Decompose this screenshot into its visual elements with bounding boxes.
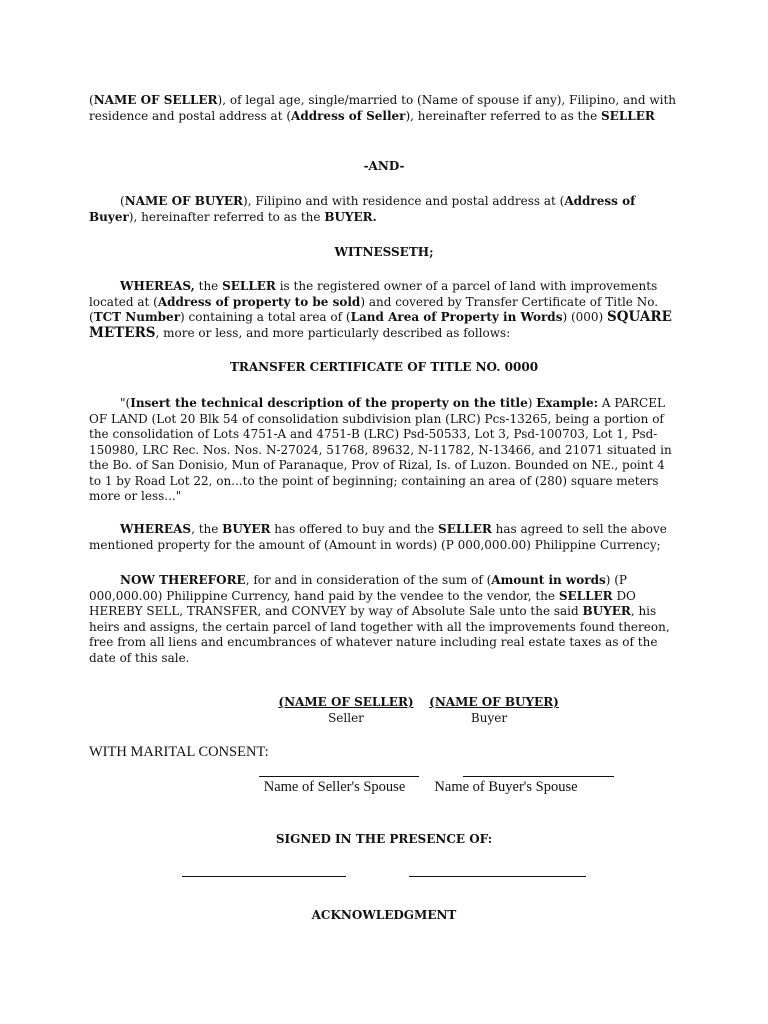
tct-heading-text: TRANSFER CERTIFICATE OF TITLE NO. 0000 — [229, 360, 539, 374]
whereas-offer-paragraph — [89, 522, 679, 553]
seller-spouse-signature-line — [259, 776, 419, 777]
technical-description — [89, 396, 679, 505]
seller-name-placeholder: NAME OF SELLER — [93, 93, 218, 107]
buyer-name-underlined: (NAME OF BUYER) — [429, 695, 559, 709]
whereas1-text-2: ) and covered by Transfer Certificate of Title No. ( — [89, 294, 659, 324]
square-meters-label: SQUARE METERS — [89, 309, 672, 341]
amount-words-placeholder: Amount in words — [491, 573, 606, 587]
whereas1-text-4: ) (000) — [562, 310, 608, 324]
now-therefore-text-2: DO HEREBY SELL, TRANSFER, and CONVEY by way of Absolute Sale unto the said — [89, 588, 636, 618]
whereas-word: WHEREAS, — [120, 279, 195, 293]
buyer-open-paren: ( — [120, 194, 125, 208]
seller-open-paren: ( — [89, 93, 94, 107]
seller-label: SELLER — [222, 279, 276, 293]
now-therefore-text-0: , for and in consideration of the sum of ( — [245, 573, 492, 587]
buyer-spouse-signature-line — [463, 776, 614, 777]
buyer-address-placeholder: Address of Buyer — [89, 194, 636, 224]
seller-name-underlined: (NAME OF SELLER) — [278, 695, 414, 709]
seller-role-text: Seller — [328, 711, 364, 725]
whereas1-text-5: , more or less, and more particularly described as follows: — [155, 325, 511, 340]
whereas-ownership-paragraph — [89, 279, 679, 341]
witness-2-signature-line — [409, 876, 586, 877]
whereas2-text-0: , the — [191, 522, 223, 536]
seller-text-1: ), of legal age, single/married to (Name of spouse if any), Filipino, and with residence and postal address at ( — [89, 93, 677, 123]
tct-heading — [89, 360, 679, 376]
buyer-role — [421, 711, 557, 727]
description-text: A PARCEL OF LAND (Lot 20 Blk 54 of consolidation subdivision plan (LRC) Pcs-13265, being a portion of the consolidation of Lots 4751-A and 4751-B (LRC) Psd-50533, Lot 3, Psd-100703, Lot 1, Psd-150980, LRC Rec. Nos. Nos. N-27024, 51768, 89632, N-11782, N-13466, and 21071 situated in the Bo. of San Donisio, Mun of Paranaque, Prov of Rizal, Is. of Luzon. Bounded on NE., point 4 to 1 by Road Lot 22, on...to the point of beginning; containing an area of (280) square meters more or less..." — [89, 396, 672, 503]
seller-label: SELLER — [438, 522, 492, 536]
now-therefore-text-1: ) (P 000,000.00) Philippine Currency, hand paid by the vendee to the vendor, the — [89, 573, 627, 603]
description-open: "( — [120, 396, 131, 410]
witness-heading-text: SIGNED IN THE PRESENCE OF: — [275, 832, 493, 846]
buyer-label: BUYER — [582, 604, 631, 618]
whereas2-text-2: has agreed to sell the above mentioned property for the amount of (Amount in words) (P 000,000.00) Philippine Currency; — [89, 522, 667, 552]
whereas-word: WHEREAS — [120, 522, 192, 536]
whereas1-text-0: the — [194, 279, 223, 293]
buyer-name-placeholder: NAME OF BUYER — [124, 194, 244, 208]
property-address-placeholder: Address of property to be sold — [157, 294, 361, 309]
witness-heading — [89, 832, 679, 848]
now-therefore-word: NOW THEREFORE — [120, 573, 246, 587]
now-therefore-paragraph — [89, 573, 679, 666]
now-therefore-text-3: , his heirs and assigns, the certain parcel of land together with all the improvements found thereon, free from all liens and encumbrances of whatever nature including real estate taxes as of the date of this sale. — [89, 604, 670, 665]
seller-label: SELLER — [558, 588, 613, 603]
land-area-placeholder: Land Area of Property in Words — [350, 310, 563, 324]
insert-instruction: Insert the technical description of the property on the title — [130, 396, 528, 410]
marital-consent-heading — [89, 744, 269, 761]
whereas1-text-1: is the registered owner of a parcel of land with improvements located at ( — [89, 279, 658, 309]
witnesseth-heading — [89, 245, 679, 261]
acknowledgment-heading — [89, 908, 679, 924]
buyer-text-1: ), Filipino and with residence and postal address at ( — [243, 194, 565, 208]
buyer-label: BUYER — [222, 522, 271, 536]
whereas2-text-1: has offered to buy and the — [270, 522, 439, 536]
buyer-spouse-text: Name of Buyer's Spouse — [434, 779, 578, 795]
tct-number-placeholder: TCT Number — [93, 310, 181, 324]
seller-address-placeholder: Address of Seller — [291, 108, 406, 123]
buyer-signature-name — [421, 695, 567, 711]
buyer-role-text: Buyer — [470, 711, 508, 725]
buyer-text-2: ), hereinafter referred to as the — [128, 209, 325, 224]
seller-spouse-caption — [252, 779, 417, 796]
and-separator — [89, 159, 679, 175]
buyer-paragraph — [89, 194, 679, 225]
description-close-paren: ) — [527, 396, 537, 410]
and-text: -AND- — [363, 159, 405, 173]
seller-signature-name — [268, 695, 424, 711]
witnesseth-text: WITNESSETH; — [334, 245, 434, 259]
marital-consent-text: WITH MARITAL CONSENT: — [89, 744, 269, 760]
buyer-spouse-caption — [425, 779, 587, 796]
example-label: Example: — [536, 396, 599, 410]
seller-spouse-text: Name of Seller's Spouse — [263, 779, 406, 795]
acknowledgment-heading-text: ACKNOWLEDGMENT — [311, 908, 457, 922]
buyer-label: BUYER. — [324, 209, 377, 224]
witness-1-signature-line — [182, 876, 346, 877]
seller-label: SELLER — [601, 108, 655, 123]
seller-role — [268, 711, 424, 727]
whereas1-text-3: ) containing a total area of ( — [180, 310, 351, 324]
seller-text-2: ), hereinafter referred to as the — [405, 108, 602, 123]
seller-paragraph — [89, 93, 679, 124]
